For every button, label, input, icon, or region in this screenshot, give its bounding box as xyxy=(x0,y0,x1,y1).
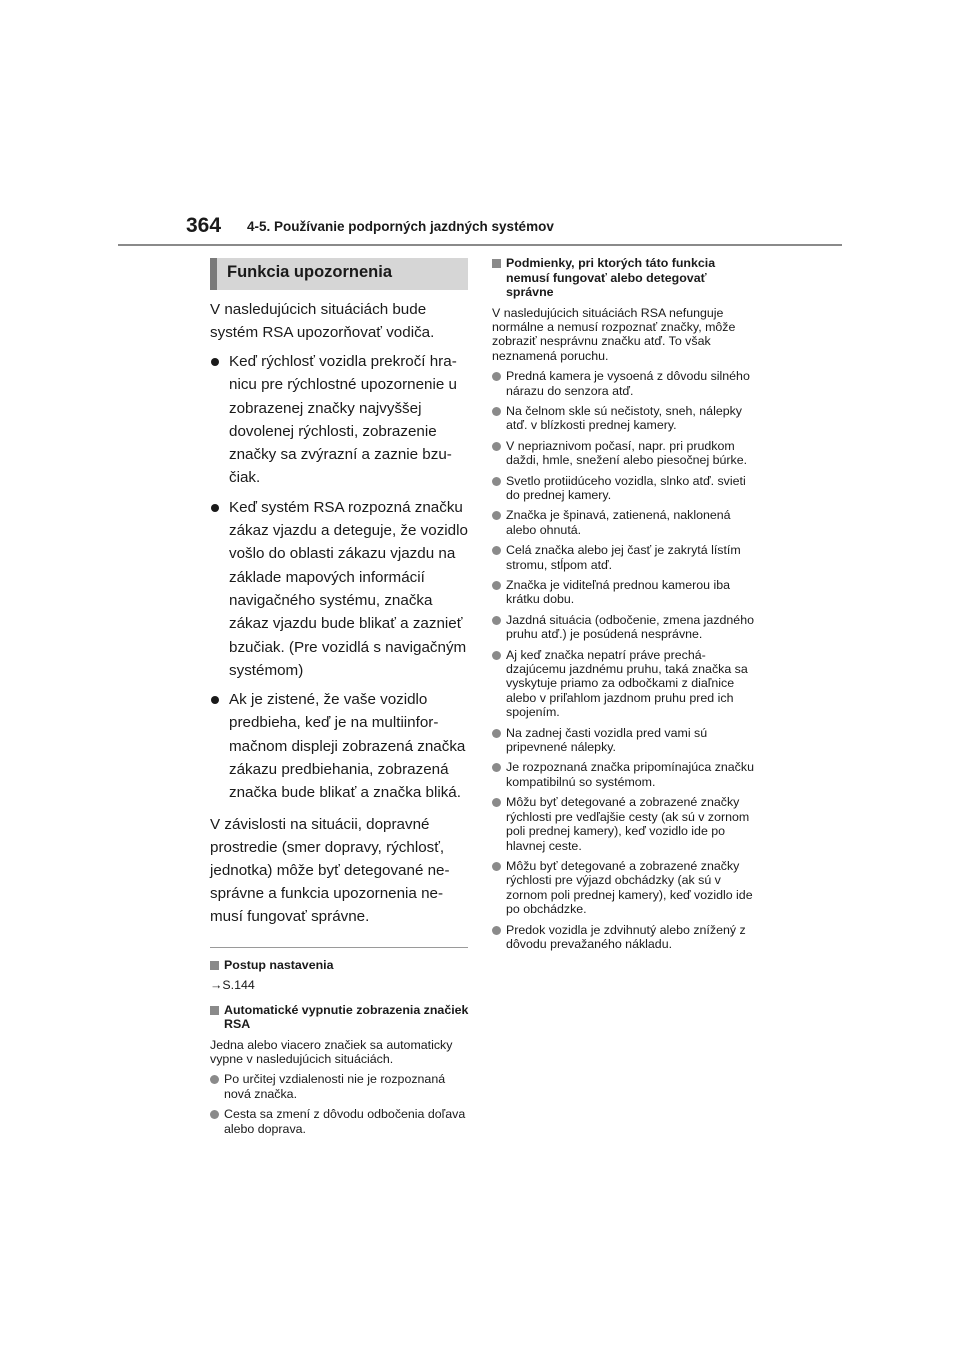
conditions-heading xyxy=(492,256,754,300)
list-item-text: Aj keď značka nepatrí práve prechádzajúcemu jazdnému pruhu, taká značka sa vyskytuje priamo za odbočkami z diaľnice alebo v priľahlom jazdnom pruhu pred ich spojením. xyxy=(506,647,748,720)
bullet-dot-icon xyxy=(492,477,501,486)
list-item-text: Jazdná situácia (odbočenie, zmena jazdného pruhu atď.) je posúdená nesprávne. xyxy=(506,612,754,642)
bullet-dot-icon xyxy=(211,696,219,704)
list-item xyxy=(492,613,754,642)
list-item-text: Keď rýchlosť vozidla prekročí hranicu pre rýchlostné upozornenie u zobrazenej značky najvyššej dovolenej rýchlosti, zobrazenie značky sa zvýrazní a zaznie bzučiak. xyxy=(229,353,457,487)
list-item xyxy=(492,508,754,537)
auto-off-heading-text: Automatické vypnutie zobrazenia značiek RSA xyxy=(224,1002,469,1032)
list-item-text: V nepriaznivom počasí, napr. pri prudkom daždi, hmle, snežení alebo piesočnej búrke. xyxy=(506,438,748,468)
bullet-dot-icon xyxy=(492,407,501,416)
bullet-dot-icon xyxy=(492,798,501,807)
bullet-dot-icon xyxy=(492,581,501,590)
bullet-dot-icon xyxy=(210,1075,219,1084)
list-item xyxy=(210,350,470,490)
bullet-dot-icon xyxy=(492,616,501,625)
header-rule xyxy=(118,244,842,246)
list-item xyxy=(492,795,754,853)
lead-paragraph: V nasledujúcich situáciách bude systém RSA upozorňovať vodiča. xyxy=(210,301,435,341)
page-reference: →S.144 xyxy=(210,978,255,993)
list-item xyxy=(492,760,754,789)
bullet-dot-icon xyxy=(492,862,501,871)
bullet-dot-icon xyxy=(211,358,219,366)
square-bullet-icon xyxy=(492,259,501,268)
page-number: 364 xyxy=(186,214,222,237)
bullet-dot-icon xyxy=(210,1110,219,1119)
list-item-text: Môžu byť detegované a zobrazené značky rýchlosti pre vedľajšie cesty (ak sú v zornom poli prednej kamery), keď vozidlo ide po hlavnej ceste. xyxy=(506,795,750,853)
right-column xyxy=(492,256,754,951)
list-item xyxy=(492,859,754,917)
list-item xyxy=(210,1072,470,1101)
list-item xyxy=(492,474,754,503)
conditions-heading-text: Podmienky, pri ktorých táto funkcia nemusí fungovať alebo detegovať správne xyxy=(506,256,716,299)
list-item-text: Predok vozidla je zdvihnutý alebo znížený z dôvodu prevažaného nákladu. xyxy=(506,922,746,951)
list-item-text: Svetlo protiidúceho vozidla, slnko atď. svieti do prednej kamery. xyxy=(506,473,746,502)
list-item-text: Ak je zistené, že vaše vozidlo predbieha, keď je na multiinformačnom displeji zobrazená značka zákazu predbiehania, zobrazená značka bude blikať a značka bliká. xyxy=(229,691,466,802)
list-item-text: Predná kamera je vysoená z dôvodu silného nárazu do senzora atď. xyxy=(506,369,750,398)
list-item xyxy=(492,543,754,572)
list-item xyxy=(210,496,470,682)
auto-off-intro: Jedna alebo viacero značiek sa automaticky vypne v nasledujúcich situáciách. xyxy=(210,1037,453,1067)
square-bullet-icon xyxy=(210,961,219,970)
bullet-dot-icon xyxy=(492,651,501,660)
bullet-dot-icon xyxy=(492,442,501,451)
list-item-text: Značka je viditeľná prednou kamerou iba krátku dobu. xyxy=(506,578,731,607)
conditions-intro: V nasledujúcich situáciách RSA nefunguje normálne a nemusí rozpoznať značky, môže zobraziť nesprávnu značku atď. To však neznamená poruchu. xyxy=(492,305,736,363)
list-item xyxy=(492,439,754,468)
bullet-dot-icon xyxy=(211,504,219,512)
list-item-text: Je rozpoznaná značka pripomínajúca značku kompatibilnú so systémom. xyxy=(506,760,754,789)
bullet-dot-icon xyxy=(492,926,501,935)
list-item xyxy=(492,648,754,720)
section-title: Funkcia upozornenia xyxy=(227,263,393,281)
left-column xyxy=(210,258,470,1136)
list-item xyxy=(492,369,754,398)
bullet-dot-icon xyxy=(492,763,501,772)
list-item-text: Môžu byť detegované a zobrazené značky rýchlosti pre výjazd obchádzky (ak sú v zornom poli prednej kamery), keď vozidlo ide po obchádzke. xyxy=(506,858,753,917)
list-item-text: Celá značka alebo jej časť je zakrytá lístím stromu, stĺpom atď. xyxy=(506,543,741,572)
auto-off-heading xyxy=(210,1003,470,1032)
list-item xyxy=(210,1107,470,1136)
list-item-text: Na čelnom skle sú nečistoty, sneh, nálepky atď. v blízkosti prednej kamery. xyxy=(506,403,742,433)
bullet-dot-icon xyxy=(492,546,501,555)
bullet-dot-icon xyxy=(492,511,501,520)
list-item xyxy=(210,688,470,804)
list-item-text: Značka je špinavá, zatienená, naklonená alebo ohnutá. xyxy=(506,508,731,537)
list-item xyxy=(492,578,754,607)
section-header xyxy=(210,258,468,290)
bullet-dot-icon xyxy=(492,729,501,738)
setup-heading xyxy=(210,958,470,973)
setup-heading-text: Postup nastavenia xyxy=(224,957,334,972)
list-item-text: Po určitej vzdialenosti nie je rozpoznaná nová značka. xyxy=(224,1072,446,1101)
list-item-text: Na zadnej časti vozidla pred vami sú pripevnené nálepky. xyxy=(506,725,708,755)
list-item-text: Cesta sa zmení z dôvodu odbočenia doľava alebo doprava. xyxy=(224,1107,466,1136)
closing-paragraph: V závislosti na situácii, dopravné prostredie (smer dopravy, rýchlosť, jednotka) môže byť detegované nesprávne a funkcia upozornenia nemusí fungovať správne. xyxy=(210,815,450,926)
list-item xyxy=(492,404,754,433)
list-item xyxy=(492,923,754,952)
square-bullet-icon xyxy=(210,1006,219,1015)
list-item xyxy=(492,726,754,755)
list-item-text: Keď systém RSA rozpozná značku zákaz vjazdu a deteguje, že vozidlo vošlo do oblasti zákazu vjazdu na základe mapových informácií navigačného systému, značka zákaz vjazdu bude blikať a zaznieť bzučiak. (Pre vozidlá s navigačným systémom) xyxy=(229,498,468,679)
bullet-dot-icon xyxy=(492,372,501,381)
chapter-title: 4-5. Používanie podporných jazdných systémov xyxy=(247,219,554,234)
divider xyxy=(210,947,468,948)
